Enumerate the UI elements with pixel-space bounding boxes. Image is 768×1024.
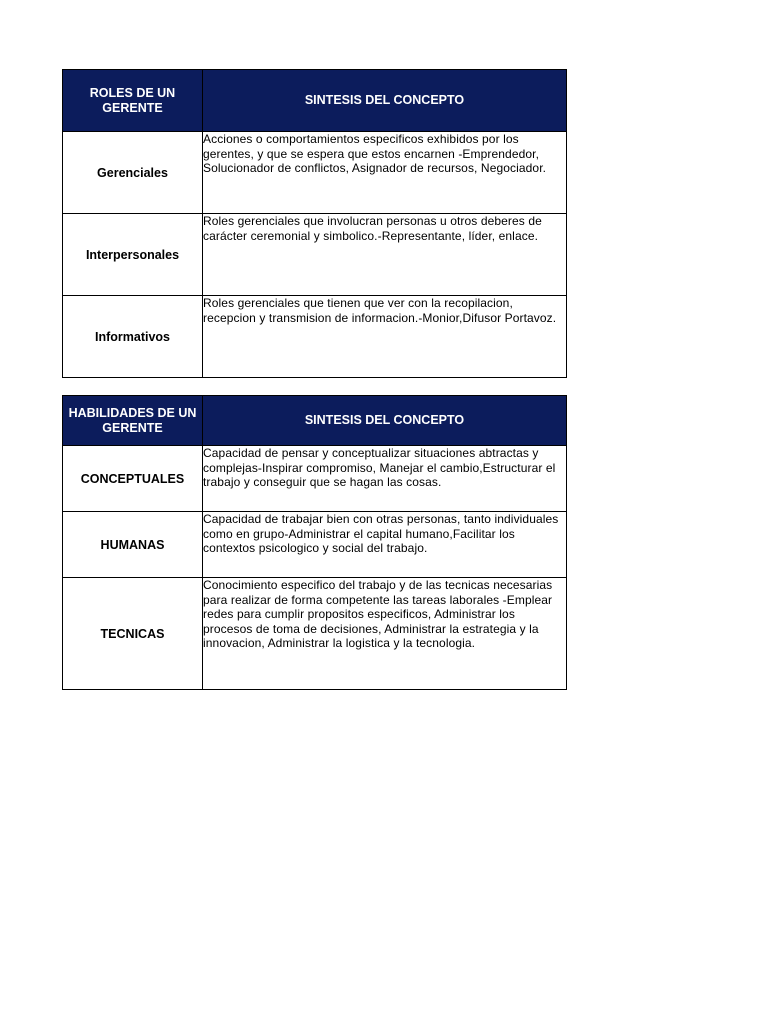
roles-header-col2: SINTESIS DEL CONCEPTO bbox=[203, 70, 567, 132]
skill-description-conceptuales: Capacidad de pensar y conceptualizar situaciones abtractas y complejas-Inspirar compromiso, Manejar el cambio,Estructurar el trabajo y conseguir que se hagan las cosas. bbox=[203, 446, 567, 512]
table-row bbox=[63, 578, 567, 690]
role-label-informativos: Informativos bbox=[63, 296, 203, 378]
role-description-gerenciales: Acciones o comportamientos especificos exhibidos por los gerentes, y que se espera que estos encarnen -Emprendedor, Solucionador de conflictos, Asignador de recursos, Negociador. bbox=[203, 132, 567, 214]
role-description-informativos: Roles gerenciales que tienen que ver con la recopilacion, recepcion y transmision de informacion.-Monior,Difusor Portavoz. bbox=[203, 296, 567, 378]
skills-header-col1: HABILIDADES DE UN GERENTE bbox=[63, 396, 203, 446]
role-label-interpersonales: Interpersonales bbox=[63, 214, 203, 296]
role-description-interpersonales: Roles gerenciales que involucran personas u otros deberes de carácter ceremonial y simbolico.-Representante, líder, enlace. bbox=[203, 214, 567, 296]
skills-header-col2: SINTESIS DEL CONCEPTO bbox=[203, 396, 567, 446]
table-row bbox=[63, 132, 567, 214]
skills-table bbox=[62, 395, 567, 690]
roles-header-col1: ROLES DE UN GERENTE bbox=[63, 70, 203, 132]
skill-description-humanas: Capacidad de trabajar bien con otras personas, tanto individuales como en grupo-Administrar el capital humano,Facilitar los contextos psicologico y social del trabajo. bbox=[203, 512, 567, 578]
roles-table bbox=[62, 69, 567, 378]
skill-label-tecnicas: TECNICAS bbox=[63, 578, 203, 690]
table-row bbox=[63, 296, 567, 378]
skill-label-humanas: HUMANAS bbox=[63, 512, 203, 578]
table-row bbox=[63, 446, 567, 512]
table-row bbox=[63, 512, 567, 578]
skill-label-conceptuales: CONCEPTUALES bbox=[63, 446, 203, 512]
role-label-gerenciales: Gerenciales bbox=[63, 132, 203, 214]
skill-description-tecnicas: Conocimiento especifico del trabajo y de las tecnicas necesarias para realizar de forma competente las tareas laborales -Emplear redes para cumplir propositos especificos, Administrar los procesos de toma de decisiones, Administrar la estrategia y la innovacion, Administrar la logistica y la tecnologia. bbox=[203, 578, 567, 690]
table-row bbox=[63, 214, 567, 296]
roles-header-row bbox=[63, 70, 567, 132]
skills-header-row bbox=[63, 396, 567, 446]
